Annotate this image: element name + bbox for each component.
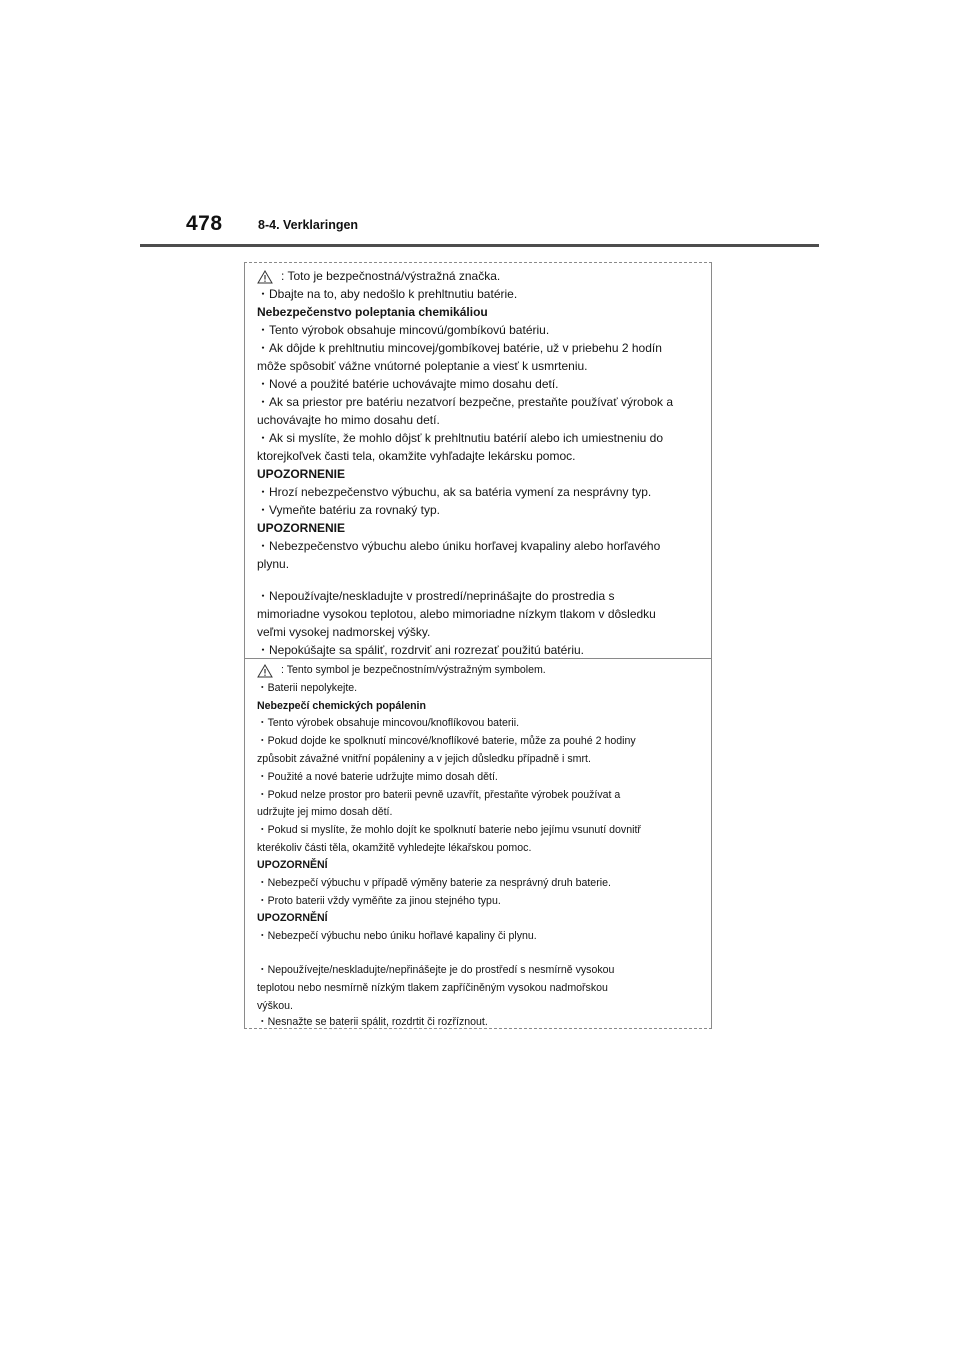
czech-line-0: : Tento symbol je bezpečnostním/výstražným symbolem. xyxy=(281,664,546,676)
czech-line-7: ・Pokud nelze prostor pro baterii pevně uzavřít, přestaňte výrobek používat a xyxy=(257,789,621,801)
slovak-line-20: ・Nepokúšajte sa spáliť, rozdrviť ani rozrezať použitú batériu. xyxy=(257,643,584,657)
slovak-line-19: veľmi vysokej nadmorskej výšky. xyxy=(257,625,431,639)
slovak-line-6: ・Nové a použité batérie uchovávajte mimo dosahu detí. xyxy=(257,377,559,391)
czech-heading-caution-2: UPOZORNĚNÍ xyxy=(257,912,328,924)
warning-triangle-icon xyxy=(257,664,273,678)
header-rule xyxy=(140,244,819,247)
slovak-line-0: : Toto je bezpečnostná/výstražná značka. xyxy=(281,269,501,283)
czech-heading-chemical: Nebezpečí chemických popálenin xyxy=(257,700,426,712)
slovak-line-3: ・Tento výrobok obsahuje mincovú/gombíkovú batériu. xyxy=(257,323,550,337)
slovak-heading-chemical: Nebezpečenstvo poleptania chemikáliou xyxy=(257,305,488,319)
slovak-heading-caution-1: UPOZORNENIE xyxy=(257,467,346,481)
slovak-warning-panel xyxy=(244,262,712,658)
czech-line-10: kterékoliv části těla, okamžitě vyhledejte lékařskou pomoc. xyxy=(257,842,532,854)
czech-line-16: ・Nepoužívejte/neskladujte/nepřinášejte je do prostředí s nesmírně vysokou xyxy=(257,964,615,976)
slovak-line-13: ・Vymeňte batériu za rovnaký typ. xyxy=(257,503,440,517)
czech-line-5: způsobit závažné vnitřní popáleniny a v jejich důsledku případně i smrt. xyxy=(257,753,591,765)
slovak-line-12: ・Hrozí nebezpečenstvo výbuchu, ak sa batéria vymení za nesprávny typ. xyxy=(257,485,652,499)
czech-line-15: ・Nebezpečí výbuchu nebo úniku hořlavé kapaliny či plynu. xyxy=(257,930,537,942)
slovak-line-17: ・Nepoužívajte/neskladujte v prostredí/neprinášajte do prostredia s xyxy=(257,589,615,603)
slovak-line-9: ・Ak si myslíte, že mohlo dôjsť k prehltnutiu batérií alebo ich umiestneniu do xyxy=(257,431,664,445)
slovak-symbol-line xyxy=(257,269,500,284)
czech-line-1: ・Baterii nepolykejte. xyxy=(257,682,358,694)
slovak-line-4: ・Ak dôjde k prehltnutiu mincovej/gombíkovej batérie, už v priebehu 2 hodín xyxy=(257,341,662,355)
slovak-line-18: mimoriadne vysokou teplotou, alebo mimoriadne nízkym tlakom v dôsledku xyxy=(257,607,656,621)
czech-line-6: ・Použité a nové baterie udržujte mimo dosah dětí. xyxy=(257,771,498,783)
czech-line-17: teplotou nebo nesmírně nízkým tlakem zapříčiněným vysokou nadmořskou xyxy=(257,982,608,994)
slovak-line-10: ktorejkoľvek časti tela, okamžite vyhľadajte lekársku pomoc. xyxy=(257,449,576,463)
czech-line-8: udržujte jej mimo dosah dětí. xyxy=(257,806,393,818)
czech-line-13: ・Proto baterii vždy vyměňte za jinou stejného typu. xyxy=(257,895,501,907)
slovak-line-16: plynu. xyxy=(257,557,290,571)
slovak-line-7: ・Ak sa priestor pre batériu nezatvorí bezpečne, prestaňte používať výrobok a xyxy=(257,395,674,409)
slovak-line-15: ・Nebezpečenstvo výbuchu alebo úniku horľavej kvapaliny alebo horľavého xyxy=(257,539,661,553)
czech-line-9: ・Pokud si myslíte, že mohlo dojít ke spolknutí baterie nebo jejímu vsunutí dovnitř xyxy=(257,824,641,836)
czech-heading-caution-1: UPOZORNĚNÍ xyxy=(257,859,328,871)
czech-symbol-line xyxy=(257,663,546,678)
page-number: 478 xyxy=(186,212,223,235)
czech-line-4: ・Pokud dojde ke spolknutí mincové/knoflíkové baterie, může za pouhé 2 hodiny xyxy=(257,735,636,747)
czech-line-12: ・Nebezpečí výbuchu v případě výměny baterie za nesprávný druh baterie. xyxy=(257,877,611,889)
czech-line-18: výškou. xyxy=(257,1000,293,1012)
slovak-line-1: ・Dbajte na to, aby nedošlo k prehltnutiu batérie. xyxy=(257,287,518,301)
slovak-line-5: môže spôsobiť vážne vnútorné poleptanie a viesť k usmrteniu. xyxy=(257,359,588,373)
warning-triangle-icon xyxy=(257,270,273,284)
slovak-heading-caution-2: UPOZORNENIE xyxy=(257,521,346,535)
slovak-line-8: uchovávajte ho mimo dosahu detí. xyxy=(257,413,440,427)
czech-line-3: ・Tento výrobek obsahuje mincovou/knoflíkovou baterii. xyxy=(257,717,520,729)
section-title: 8-4. Verklaringen xyxy=(258,218,359,232)
czech-line-19: ・Nesnažte se baterii spálit, rozdrtit či rozříznout. xyxy=(257,1016,488,1028)
czech-warning-panel xyxy=(244,658,712,1029)
